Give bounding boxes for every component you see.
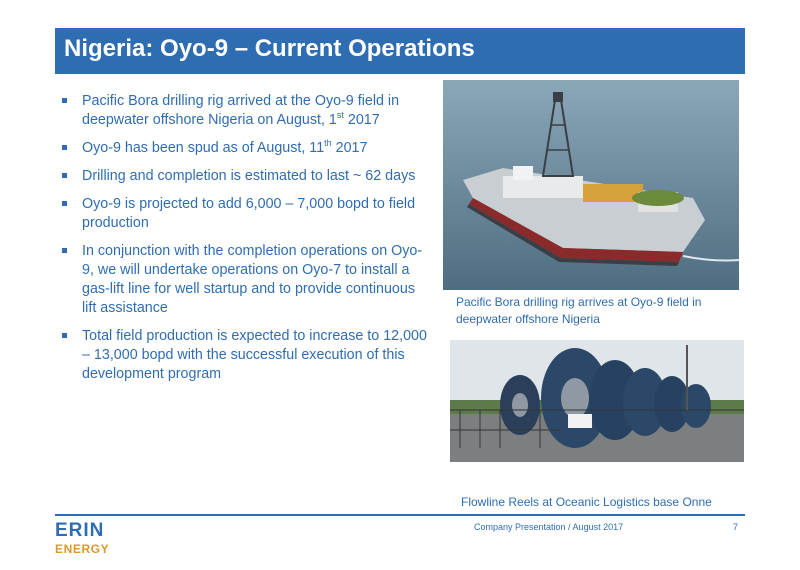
footer-presentation-label: Company Presentation / August 2017 [474, 522, 624, 532]
bullet-text-end: 2017 [343, 112, 380, 128]
bullet-text: Oyo-9 is projected to add 6,000 – 7,000 bopd to field production [82, 196, 416, 231]
slide-title: Nigeria: Oyo-9 – Current Operations [64, 35, 475, 62]
bullet-text: In conjunction with the completion operations on Oyo-9, we will undertake operations on Oyo-7 to install a gas-lift line for well startup and to provide continuous lift assistance [82, 243, 423, 316]
bullet-item [58, 327, 433, 384]
bullet-text: Pacific Bora drilling rig arrived at the Oyo-9 field in deepwater offshore Nigeria on August, 1 [82, 93, 400, 128]
bullet-item [58, 139, 433, 158]
bullet-marker [62, 145, 67, 150]
logo-mark [55, 518, 125, 556]
reels-photo-caption: Flowline Reels at Oceanic Logistics base Onne [461, 495, 712, 509]
flowline-reels-illustration [450, 340, 744, 462]
svg-text:ENERGY: ENERGY [55, 542, 110, 556]
bullet-item [58, 167, 433, 186]
bullet-list [58, 92, 433, 393]
flowline-reels-photo [450, 340, 744, 462]
bullet-superscript: th [324, 138, 332, 149]
drilling-rig-illustration [443, 80, 739, 290]
erin-energy-logo [55, 518, 125, 556]
bullet-marker [62, 333, 67, 338]
bullet-marker [62, 248, 67, 253]
bullet-superscript: st [336, 110, 344, 121]
bullet-marker [62, 201, 67, 206]
drilling-rig-photo [443, 80, 739, 290]
svg-text:ERIN: ERIN [55, 520, 105, 541]
bullet-text: Drilling and completion is estimated to last ~ 62 days [82, 168, 416, 184]
rig-photo-caption: Pacific Bora drilling rig arrives at Oyo-9 field in deepwater offshore Nigeria [456, 295, 702, 326]
page-number: 7 [733, 522, 739, 532]
bullet-text: Total field production is expected to increase to 12,000 – 13,000 bopd with the successful execution of this development program [82, 328, 427, 382]
bullet-marker [62, 173, 67, 178]
bullet-text: Oyo-9 has been spud as of August, 11 [82, 140, 325, 156]
footer-divider [55, 514, 745, 516]
bullet-item [58, 195, 433, 233]
bullet-item [58, 242, 433, 318]
bullet-marker [62, 98, 67, 103]
title-bar [55, 28, 745, 74]
bullet-text-end: 2017 [331, 140, 368, 156]
bullet-item [58, 92, 433, 130]
